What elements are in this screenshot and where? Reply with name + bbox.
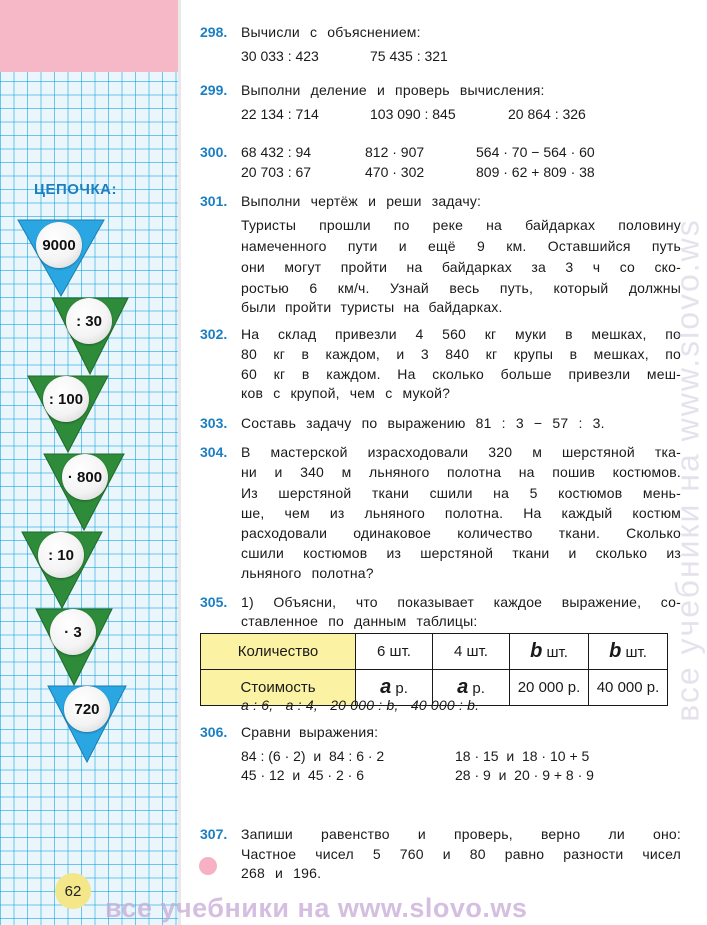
task-line: Туристы прошли по реке на байдарках половину — [241, 217, 681, 233]
task-line: 80 кг в каждом, и 3 840 кг крупы в мешках, по — [241, 346, 681, 362]
expression: 75 435 : 321 — [370, 48, 448, 64]
task-line: расходовали одинаковое количество ткани. Сколько — [241, 525, 681, 541]
expression: 30 033 : 423 — [241, 48, 319, 64]
expression: 20 703 : 67 — [241, 164, 312, 180]
chain-step-3: : 100 — [43, 376, 89, 422]
unit: шт. — [542, 644, 568, 661]
exercise-text: Вычисли с объяснением: — [241, 24, 421, 40]
expression: 809 · 62 + 809 · 38 — [476, 164, 595, 180]
task-line: Из шерстяной ткани сшили на 5 костюмов мень- — [241, 485, 681, 501]
comparison: 28 · 9 и 20 · 9 + 8 · 9 — [455, 767, 594, 783]
comparison: 84 : (6 · 2) и 84 : 6 · 2 — [241, 748, 385, 764]
exercise-number: 305. — [200, 594, 228, 610]
unit: р. — [468, 680, 485, 697]
expressions-list: a : 6, a : 4, 20 000 : b, 40 000 : b. — [241, 697, 480, 713]
chain-step-5: : 10 — [38, 532, 84, 578]
marker-dot — [199, 857, 217, 875]
exercise-number: 302. — [200, 326, 228, 342]
expression: 470 · 302 — [365, 164, 425, 180]
exercise-text: Запиши равенство и проверь, верно ли оно: — [241, 826, 681, 842]
chain-step-6: · 3 — [50, 609, 96, 655]
variable-a: a — [457, 676, 469, 698]
page-number: 62 — [55, 873, 91, 909]
table-row-quantity — [201, 634, 668, 670]
expression: 68 432 : 94 — [241, 144, 312, 160]
table-cell — [589, 634, 668, 670]
task-line: В мастерской израсходовали 320 м шерстяной тка- — [241, 444, 681, 460]
exercise-text: Составь задачу по выражению 81 : 3 − 57 : 3. — [241, 415, 605, 431]
exercise-number: 298. — [200, 24, 228, 40]
comparison: 18 · 15 и 18 · 10 + 5 — [455, 748, 590, 764]
task-line: ков с крупой, чем с мукой? — [241, 385, 451, 401]
chain-step-7: 720 — [64, 686, 110, 732]
task-line: сшили костюмов из шерстяной ткани и сколько из — [241, 545, 681, 561]
expression: 103 090 : 845 — [370, 106, 456, 122]
chain-step-2: : 30 — [66, 298, 112, 344]
table-header-cost: Стоимость — [201, 670, 356, 706]
task-line: 60 кг в каждом. На сколько больше привезли меш- — [241, 366, 681, 382]
task-line: На склад привезли 4 560 кг муки в мешках, по — [241, 326, 681, 342]
expression: 812 · 907 — [365, 144, 425, 160]
variable-a: a — [380, 676, 392, 698]
task-line: они могут пройти на байдарках за 3 ч со ско- — [241, 259, 681, 275]
table-cell: 6 шт. — [356, 634, 433, 670]
task-line: 1) Объясни, что показывает каждое выражение, со- — [241, 594, 681, 610]
expression: 20 864 : 326 — [508, 106, 586, 122]
table-cell: 20 000 р. — [510, 670, 589, 706]
expression: 564 · 70 − 564 · 60 — [476, 144, 595, 160]
exercise-number: 299. — [200, 82, 228, 98]
chain-step-1: 9000 — [36, 222, 82, 268]
unit: р. — [391, 680, 408, 697]
table-cell: 4 шт. — [433, 634, 510, 670]
unit: шт. — [621, 644, 647, 661]
task-line: были пройти туристы на байдарках. — [241, 299, 503, 315]
task-line: намеченного пути и ещё 9 км. Оставшийся путь — [241, 238, 681, 254]
exercise-text: Сравни выражения: — [241, 724, 379, 740]
task-line: льняного полотна? — [241, 565, 374, 581]
comparison: 45 · 12 и 45 · 2 · 6 — [241, 767, 364, 783]
exercise-number: 303. — [200, 415, 228, 431]
exercise-number: 307. — [200, 826, 228, 842]
task-line: ростью 6 км/ч. Узнай весь путь, который должны — [241, 280, 681, 296]
task-line: ни и 340 м льняного полотна на пошив костюмов. — [241, 464, 681, 480]
task-line: ше, чем из льняного полотна. На каждый костюм — [241, 505, 681, 521]
exercise-number: 304. — [200, 444, 228, 460]
exercise-number: 300. — [200, 144, 228, 160]
task-line: 268 и 196. — [241, 865, 322, 881]
exercise-number: 301. — [200, 193, 228, 209]
variable-b: b — [609, 640, 622, 662]
table-cell: 40 000 р. — [589, 670, 668, 706]
chain-step-4: · 800 — [62, 454, 108, 500]
watermark-bottom: все учебники на www.slovo.ws — [105, 893, 528, 923]
exercise-text: Выполни деление и проверь вычисления: — [241, 82, 545, 98]
exercise-text: Выполни чертёж и реши задачу: — [241, 193, 482, 209]
watermark-side: все учебники на www.slovo.ws — [669, 218, 706, 722]
data-table — [200, 633, 668, 706]
table-cell — [510, 634, 589, 670]
task-line: ставленное по данным таблицы: — [241, 613, 478, 629]
task-line: Частное чисел 5 760 и 80 равно разности чисел — [241, 846, 681, 862]
exercise-number: 306. — [200, 724, 228, 740]
chain-title: ЦЕПОЧКА: — [34, 181, 117, 198]
variable-b: b — [530, 640, 543, 662]
table-header-quantity: Количество — [201, 634, 356, 670]
expression: 22 134 : 714 — [241, 106, 319, 122]
